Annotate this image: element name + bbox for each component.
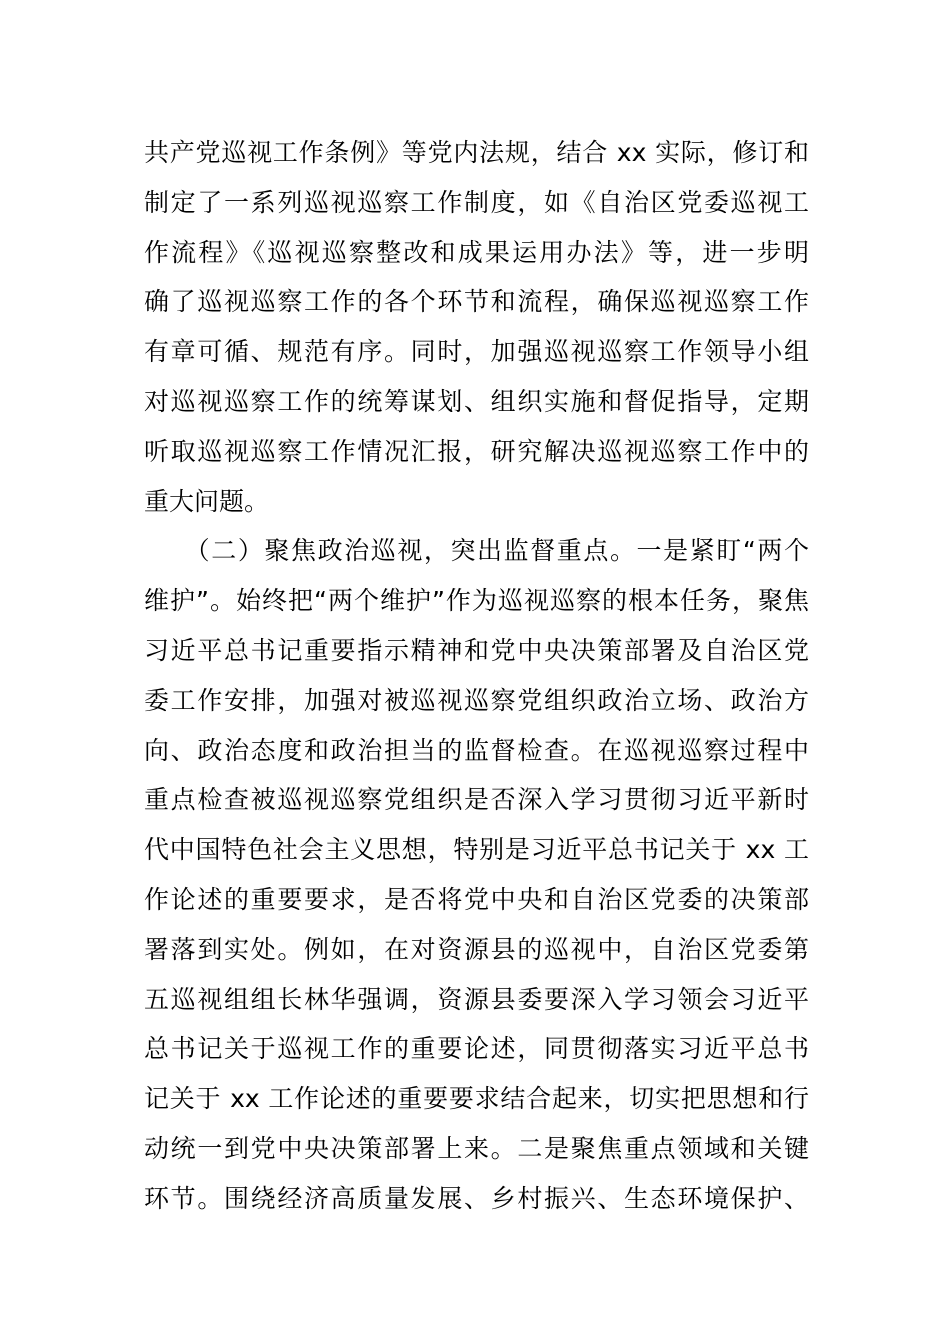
- text-line: 作流程》《巡视巡察整改和成果运用办法》等，进一步明: [144, 237, 809, 267]
- text-line: 共产党巡视工作条例》等党内法规，结合 xx 实际，修订和: [144, 138, 809, 167]
- text-line: 代中国特色社会主义思想，特别是习近平总书记关于 xx 工: [144, 835, 809, 865]
- text-line: 重点检查被巡视巡察党组织是否深入学习贯彻习近平新时: [144, 785, 809, 815]
- text-line: 有章可循、规范有序。同时，加强巡视巡察工作领导小组: [144, 337, 809, 367]
- text-line: 对巡视巡察工作的统筹谋划、组织实施和督促指导，定期: [144, 386, 809, 416]
- text-line: 动统一到党中央决策部署上来。二是聚焦重点领域和关键: [144, 1133, 809, 1163]
- text-line: 听取巡视巡察工作情况汇报，研究解决巡视巡察工作中的: [144, 436, 809, 466]
- text-line: 五巡视组组长林华强调，资源县委要深入学习领会习近平: [144, 984, 809, 1014]
- text-line: 署落到实处。例如，在对资源县的巡视中，自治区党委第: [144, 934, 809, 964]
- text-line: 委工作安排，加强对被巡视巡察党组织政治立场、政治方: [144, 685, 809, 715]
- text-line: 确了巡视巡察工作的各个环节和流程，确保巡视巡察工作: [144, 287, 809, 317]
- text-line: 重大问题。: [144, 486, 270, 516]
- text-line: 制定了一系列巡视巡察工作制度，如《自治区党委巡视工: [144, 187, 809, 217]
- text-line: 环节。围绕经济高质量发展、乡村振兴、生态环境保护、: [144, 1183, 809, 1213]
- text-line: 维护”。始终把“两个维护”作为巡视巡察的根本任务，聚焦: [144, 586, 809, 616]
- text-line: 总书记关于巡视工作的重要论述，同贯彻落实习近平总书: [144, 1034, 809, 1064]
- section-heading-line: （二）聚焦政治巡视，突出监督重点。一是紧盯“两个: [144, 536, 809, 566]
- text-line: 习近平总书记重要指示精神和党中央决策部署及自治区党: [144, 635, 809, 665]
- body-text: [144, 128, 809, 1224]
- text-line: 作论述的重要要求，是否将党中央和自治区党委的决策部: [144, 884, 809, 914]
- text-line: 向、政治态度和政治担当的监督检查。在巡视巡察过程中: [144, 735, 809, 765]
- text-line: 记关于 xx 工作论述的重要要求结合起来，切实把思想和行: [144, 1084, 809, 1114]
